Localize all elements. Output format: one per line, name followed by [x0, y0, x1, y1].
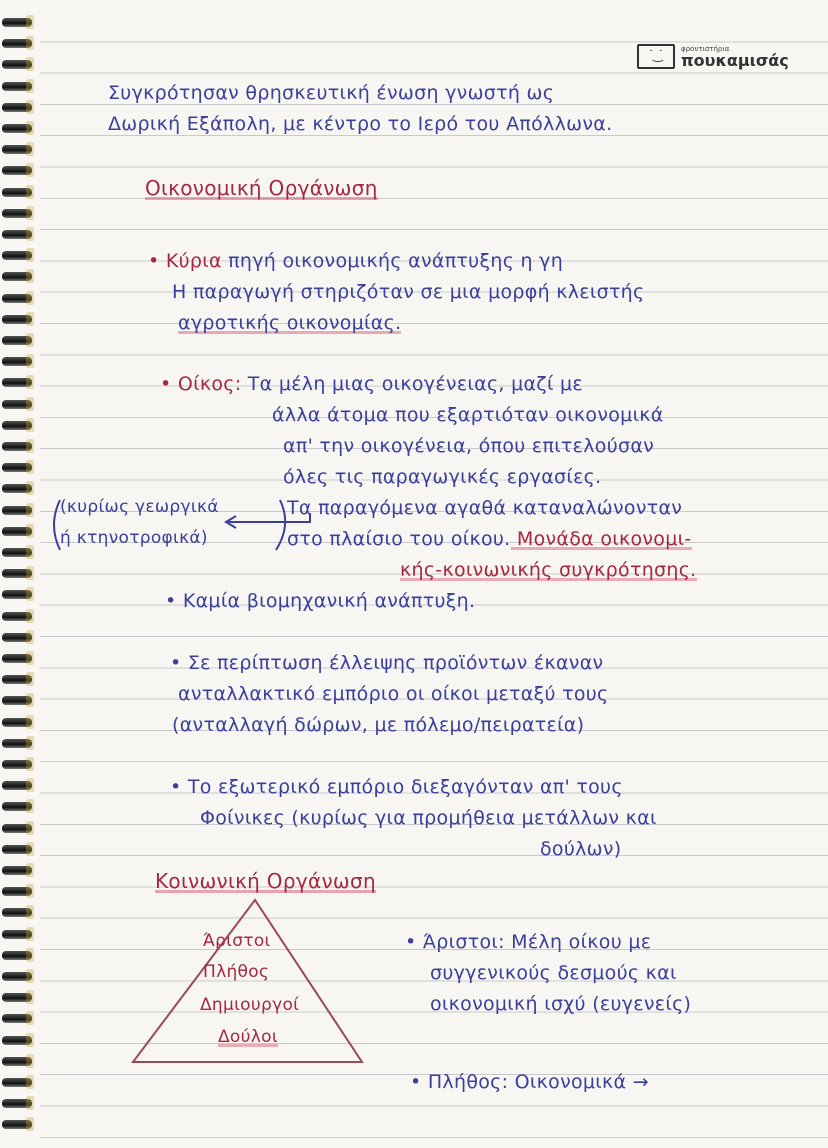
oikos-line: όλες τις παραγωγικές εργασίες. [283, 466, 602, 488]
text: πηγή οικονομικής ανάπτυξης η γη [221, 250, 564, 272]
plithos-line: • Πλήθος: Οικονομικά → [410, 1071, 649, 1093]
bracket-left [54, 500, 60, 550]
text: στο πλαίσιο του οίκου. [287, 528, 511, 550]
logo-name: πουκαμισάς [681, 50, 789, 70]
aristoi-line: συγγενικούς δεσμούς και [430, 962, 677, 984]
main-source-line: Η παραγωγή στηριζόταν σε μια μορφή κλειστής [172, 281, 645, 303]
trade-line: (ανταλλαγή δώρων, με πόλεμο/πειρατεία) [172, 714, 585, 736]
pyramid-level: Δημιουργοί [200, 995, 300, 1015]
side-note: (κυρίως γεωργικά [60, 497, 219, 517]
intro-line: Συγκρότησαν θρησκευτική ένωση γνωστή ως [108, 82, 555, 104]
oikos-line: Τα παραγόμενα αγαθά καταναλώνονταν [287, 497, 683, 519]
oikos-line: άλλα άτομα που εξαρτιόταν οικονομικά [272, 404, 664, 426]
society-heading: Κοινωνική Οργάνωση [155, 869, 376, 893]
foreign-trade-line: δούλων) [540, 838, 622, 860]
industry-line: • Καμία βιομηχανική ανάπτυξη. [165, 590, 476, 612]
bracket-right [276, 500, 285, 550]
bullet-label: • Κύρια [148, 250, 222, 272]
smiley-screen-icon: ˙ ͜˙ [637, 44, 675, 69]
aristoi-line: • Άριστοι: Μέλη οίκου με [405, 931, 652, 953]
text: Τα μέλη μιας οικογένειας, μαζί με [241, 373, 583, 395]
intro-line: Δωρική Εξάπολη, με κέντρο το Ιερό του Απόλλωνα. [108, 113, 613, 135]
bullet-label: • Οίκος: [160, 373, 242, 395]
trade-line: • Σε περίπτωση έλλειψης προϊόντων έκαναν [170, 652, 604, 674]
main-source-line: αγροτικής οικονομίας. [178, 312, 402, 334]
foreign-trade-line: • Το εξωτερικό εμπόριο διεξαγόνταν απ' τους [170, 776, 623, 798]
pyramid-level: Πλήθος [203, 962, 270, 982]
side-note: ή κτηνοτροφικά) [60, 528, 208, 548]
trade-line: ανταλλακτικό εμπόριο οι οίκοι μεταξύ τους [178, 683, 609, 705]
oikos-line: απ' την οικογένεια, όπου επιτελούσαν [283, 435, 655, 457]
arrow-icon [226, 513, 310, 528]
aristoi-line: οικονομική ισχύ (ευγενείς) [430, 993, 692, 1015]
foreign-trade-line: Φοίνικες (κυρίως για προμήθεια μετάλλων και [200, 807, 657, 829]
unit-text: Μονάδα οικονομι- [510, 528, 692, 550]
pyramid-level: Άριστοι [203, 931, 271, 951]
economy-heading: Οικονομική Οργάνωση [145, 176, 378, 200]
logo-subtitle: φροντιστήρια [681, 44, 730, 53]
unit-text: κής-κοινωνικής συγκρότησης. [400, 559, 697, 581]
pyramid-level: Δούλοι [218, 1027, 278, 1047]
